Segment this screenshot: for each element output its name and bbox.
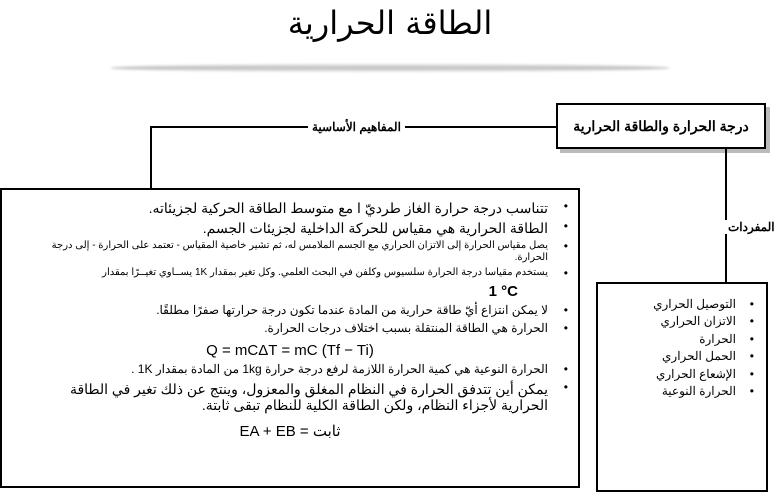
energy-conservation-formula: EA + EB = ثابت [239,422,341,440]
concept-item: • الحرارة هي الطاقة المنتقلة بسبب اختلاف درجات الحرارة. [32,322,548,336]
concept-item: • الطاقة الحرارية هي مقياس للحركة الداخلية لجزيئات الجسم. [32,220,548,236]
vocab-box [596,282,768,492]
vocab-item: • الحرارة [608,331,736,348]
concepts-box [0,188,580,488]
vocab-item: • التوصيل الحراري [608,296,736,313]
vocab-list [598,284,766,400]
concept-item: • يصل مقياس الحرارة إلى الاتزان الحراري مع الجسم الملامس له، ثم تشير خاصية المقياس - تعتمد على الحرارة - إلى درجة الحرارة. [32,240,548,263]
concept-item: • يمكن أين تتدفق الحرارة في النظام المغلق والمعزول، وينتج عن ذلك تغير في الطاقة الحرارية لأجزاء النظام، ولكن الطاقة الكلية للنظام تبقى ثابتة. [32,381,548,413]
concepts-label: المفاهيم الأساسية [308,120,405,134]
page-title: الطاقة الحرارية [287,4,493,42]
connector-left-vertical [150,126,152,188]
vocab-item: • الحمل الحراري [608,348,736,365]
concept-item: • تتناسب درجة حرارة الغاز طرديّ ا مع متوسط الطاقة الحركية لجزيئاته. [32,200,548,216]
title-underline-shadow [110,64,670,72]
main-topic-box: درجة الحرارة والطاقة الحرارية [556,103,766,149]
heat-formula: Q = mCΔT = mC (Tf − Ti) [206,341,374,359]
concept-item: • الحرارة النوعية هي كمية الحرارة اللازمة لرفع درجة حرارة 1kg من المادة بمقدار 1K . [32,363,548,377]
concept-item: • يستخدم مقياسا درجة الحرارة سلسيوس وكلفن في البحث العلمي. وكل تغير بمقدار 1K يســاوي تغيــرًا بمقدار [32,267,548,279]
concept-unit: 1 °C [488,282,518,300]
concept-item: • لا يمكن انتزاع أيّ طاقة حرارية من المادة عندما تكون درجة حرارتها صفرًا مطلقًا. [32,304,548,318]
vocab-item: • الاتزان الحراري [608,313,736,330]
vocab-item: • الحرارة النوعية [608,383,736,400]
concepts-list [2,190,578,440]
vocab-item: • الإشعاع الحراري [608,366,736,383]
connector-right-vertical [725,149,727,282]
vocab-label: المفردات [724,220,779,234]
